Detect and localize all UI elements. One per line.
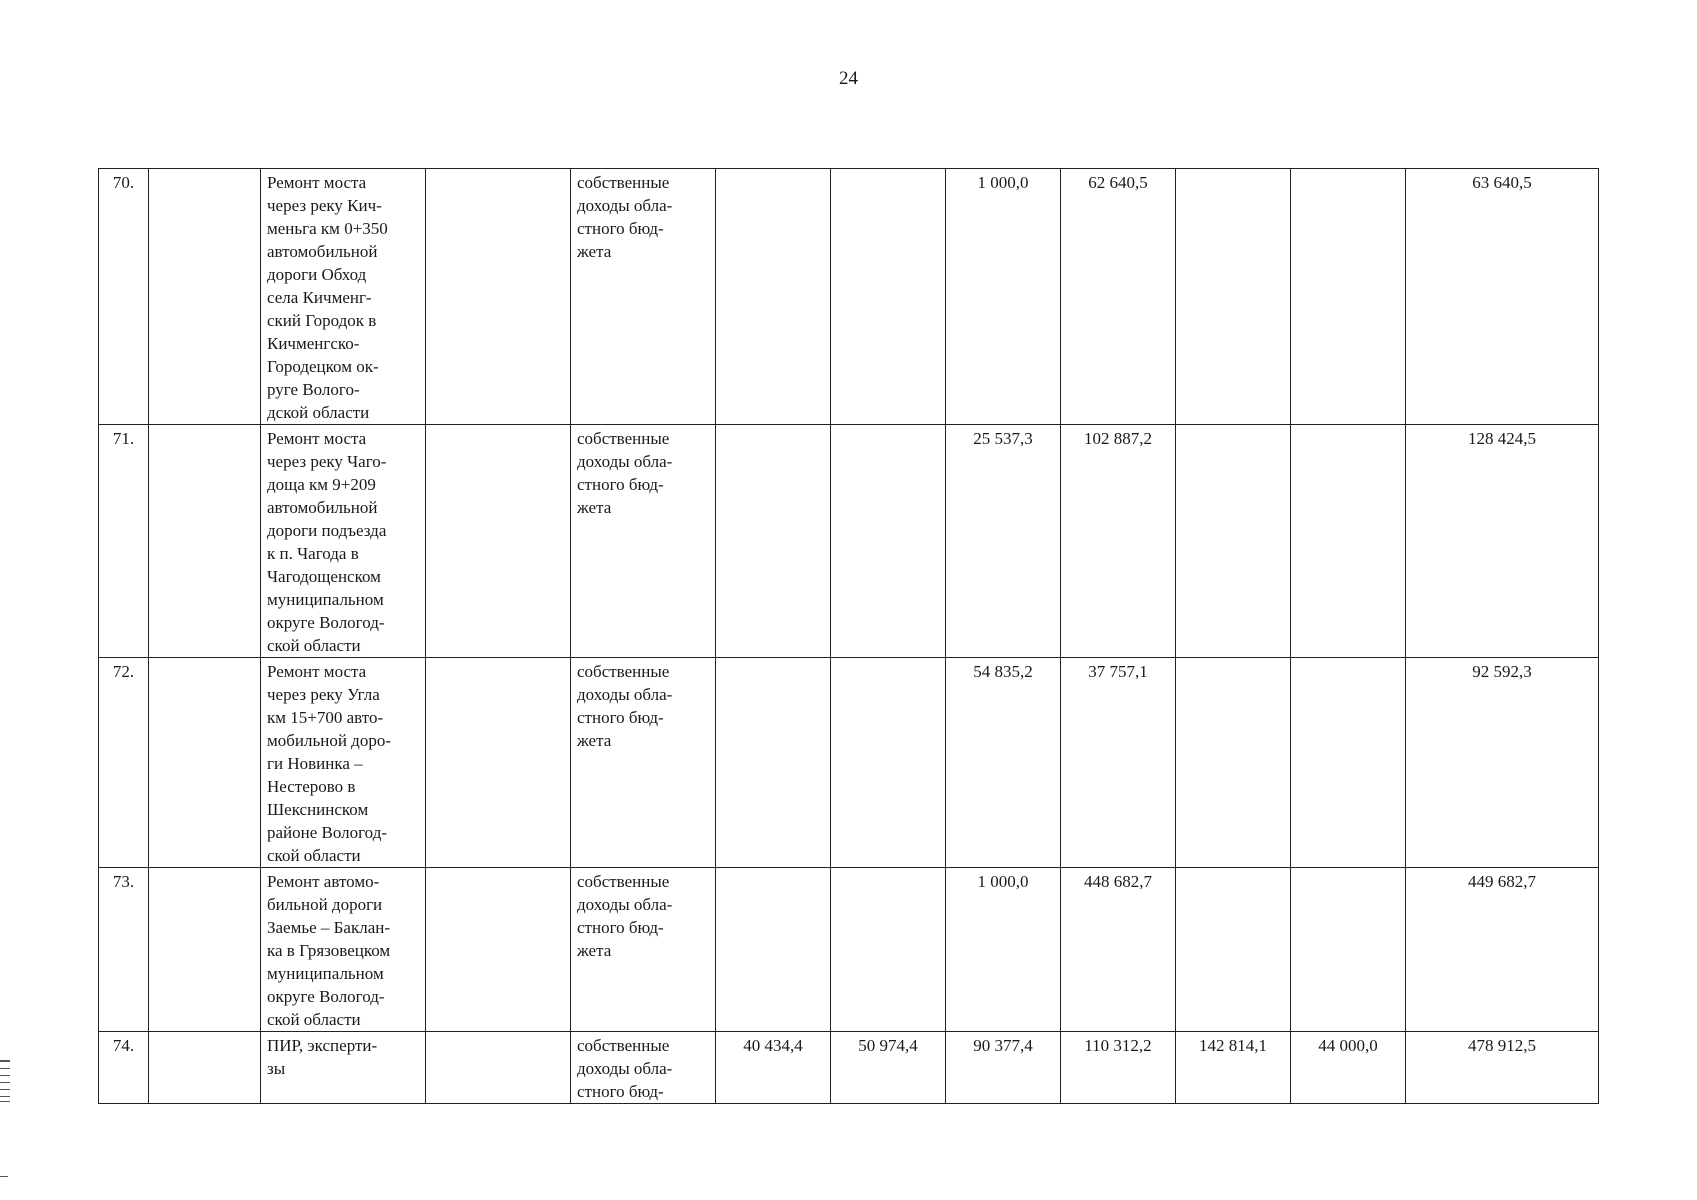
object-name-line: Ремонт моста — [267, 173, 367, 192]
year-value — [1176, 868, 1291, 1032]
funding-source-line: доходы обла- — [577, 196, 673, 215]
total-value: 128 424,5 — [1406, 425, 1599, 658]
year-value — [1176, 658, 1291, 868]
object-name-line: ПИР, эксперти- — [267, 1036, 378, 1055]
object-name-line: ской области — [267, 846, 361, 865]
year-value: 25 537,3 — [946, 425, 1061, 658]
funding-source — [571, 868, 716, 1032]
page-number: 24 — [839, 68, 858, 89]
year-value — [1176, 425, 1291, 658]
funding-source-line: жета — [577, 498, 612, 517]
funding-source — [571, 169, 716, 425]
row-number: 72. — [99, 658, 149, 868]
total-value: 63 640,5 — [1406, 169, 1599, 425]
row-number: 71. — [99, 425, 149, 658]
object-name-line: через реку Чаго- — [267, 452, 387, 471]
total-value: 92 592,3 — [1406, 658, 1599, 868]
object-name-line: Заемье – Баклан- — [267, 918, 391, 937]
object-name-line: к п. Чагода в — [267, 544, 359, 563]
funding-source-line: стного бюд- — [577, 219, 664, 238]
funding-source-line: стного бюд- — [577, 708, 664, 727]
table-row — [99, 658, 1599, 868]
object-name-line: Нестерово в — [267, 777, 356, 796]
funding-source — [571, 425, 716, 658]
year-value: 62 640,5 — [1061, 169, 1176, 425]
funding-source-line: доходы обла- — [577, 685, 673, 704]
object-name — [261, 425, 426, 658]
funding-source-line: стного бюд- — [577, 475, 664, 494]
object-name-line: Городецком ок- — [267, 357, 379, 376]
empty-cell — [149, 1032, 261, 1104]
year-value — [716, 868, 831, 1032]
funding-source-line: жета — [577, 731, 612, 750]
object-name-line: Кичменгско- — [267, 334, 360, 353]
object-name — [261, 658, 426, 868]
row-number: 74. — [99, 1032, 149, 1104]
table-row — [99, 169, 1599, 425]
empty-cell — [149, 425, 261, 658]
year-value: 37 757,1 — [1061, 658, 1176, 868]
scan-edge-marks — [0, 1060, 10, 1102]
year-value: 1 000,0 — [946, 169, 1061, 425]
year-value — [716, 658, 831, 868]
funding-source — [571, 658, 716, 868]
object-name-line: ской области — [267, 1010, 361, 1029]
budget-table — [98, 168, 1599, 1104]
year-value — [831, 868, 946, 1032]
object-name-line: через реку Кич- — [267, 196, 382, 215]
object-name-line: руге Волого- — [267, 380, 360, 399]
object-name-line: дской области — [267, 403, 370, 422]
object-name-line: Ремонт моста — [267, 429, 367, 448]
funding-source — [571, 1032, 716, 1104]
scan-edge-mark — [0, 1176, 8, 1177]
empty-cell — [426, 1032, 571, 1104]
empty-cell — [149, 658, 261, 868]
year-value: 50 974,4 — [831, 1032, 946, 1104]
total-value: 449 682,7 — [1406, 868, 1599, 1032]
row-number: 70. — [99, 169, 149, 425]
object-name-line: меньга км 0+350 — [267, 219, 388, 238]
funding-source-line: жета — [577, 242, 612, 261]
table-row — [99, 1032, 1599, 1104]
funding-source-line: собственные — [577, 1036, 670, 1055]
year-value: 54 835,2 — [946, 658, 1061, 868]
year-value: 110 312,2 — [1061, 1032, 1176, 1104]
table-row — [99, 868, 1599, 1032]
object-name-line: дороги подъезда — [267, 521, 387, 540]
year-value: 1 000,0 — [946, 868, 1061, 1032]
object-name-line: автомобильной — [267, 498, 378, 517]
year-value: 40 434,4 — [716, 1032, 831, 1104]
object-name-line: доща км 9+209 — [267, 475, 376, 494]
funding-source-line: жета — [577, 941, 612, 960]
object-name-line: села Кичменг- — [267, 288, 372, 307]
funding-source-line: собственные — [577, 173, 670, 192]
year-value — [1291, 169, 1406, 425]
object-name — [261, 1032, 426, 1104]
object-name-line: муниципальном — [267, 590, 384, 609]
funding-source-line: стного бюд- — [577, 918, 664, 937]
funding-source-line: собственные — [577, 662, 670, 681]
object-name-line: ка в Грязовецком — [267, 941, 391, 960]
row-number: 73. — [99, 868, 149, 1032]
object-name-line: муниципальном — [267, 964, 384, 983]
year-value — [831, 425, 946, 658]
table-row — [99, 425, 1599, 658]
total-value: 478 912,5 — [1406, 1032, 1599, 1104]
object-name-line: через реку Угла — [267, 685, 380, 704]
object-name-line: Ремонт моста — [267, 662, 367, 681]
object-name-line: Ремонт автомо- — [267, 872, 380, 891]
funding-source-line: стного бюд- — [577, 1082, 664, 1101]
object-name-line: Чагодощенском — [267, 567, 381, 586]
object-name — [261, 868, 426, 1032]
year-value: 90 377,4 — [946, 1032, 1061, 1104]
funding-source-line: собственные — [577, 429, 670, 448]
year-value: 448 682,7 — [1061, 868, 1176, 1032]
object-name-line: округе Вологод- — [267, 987, 385, 1006]
year-value — [716, 169, 831, 425]
object-name-line: ский Городок в — [267, 311, 377, 330]
funding-source-line: собственные — [577, 872, 670, 891]
empty-cell — [426, 658, 571, 868]
funding-source-line: доходы обла- — [577, 1059, 673, 1078]
object-name-line: бильной дороги — [267, 895, 383, 914]
empty-cell — [149, 868, 261, 1032]
empty-cell — [426, 868, 571, 1032]
year-value: 44 000,0 — [1291, 1032, 1406, 1104]
object-name-line: ги Новинка – — [267, 754, 363, 773]
year-value: 102 887,2 — [1061, 425, 1176, 658]
object-name-line: дороги Обход — [267, 265, 367, 284]
object-name-line: мобильной доро- — [267, 731, 391, 750]
object-name-line: зы — [267, 1059, 286, 1078]
object-name-line: ской области — [267, 636, 361, 655]
funding-source-line: доходы обла- — [577, 895, 673, 914]
year-value — [1291, 868, 1406, 1032]
year-value — [1176, 169, 1291, 425]
empty-cell — [426, 425, 571, 658]
year-value — [716, 425, 831, 658]
empty-cell — [149, 169, 261, 425]
object-name — [261, 169, 426, 425]
year-value — [831, 169, 946, 425]
object-name-line: Шекснинском — [267, 800, 369, 819]
year-value — [831, 658, 946, 868]
funding-source-line: доходы обла- — [577, 452, 673, 471]
object-name-line: км 15+700 авто- — [267, 708, 384, 727]
object-name-line: округе Вологод- — [267, 613, 385, 632]
object-name-line: районе Вологод- — [267, 823, 388, 842]
empty-cell — [426, 169, 571, 425]
year-value — [1291, 658, 1406, 868]
year-value: 142 814,1 — [1176, 1032, 1291, 1104]
object-name-line: автомобильной — [267, 242, 378, 261]
year-value — [1291, 425, 1406, 658]
